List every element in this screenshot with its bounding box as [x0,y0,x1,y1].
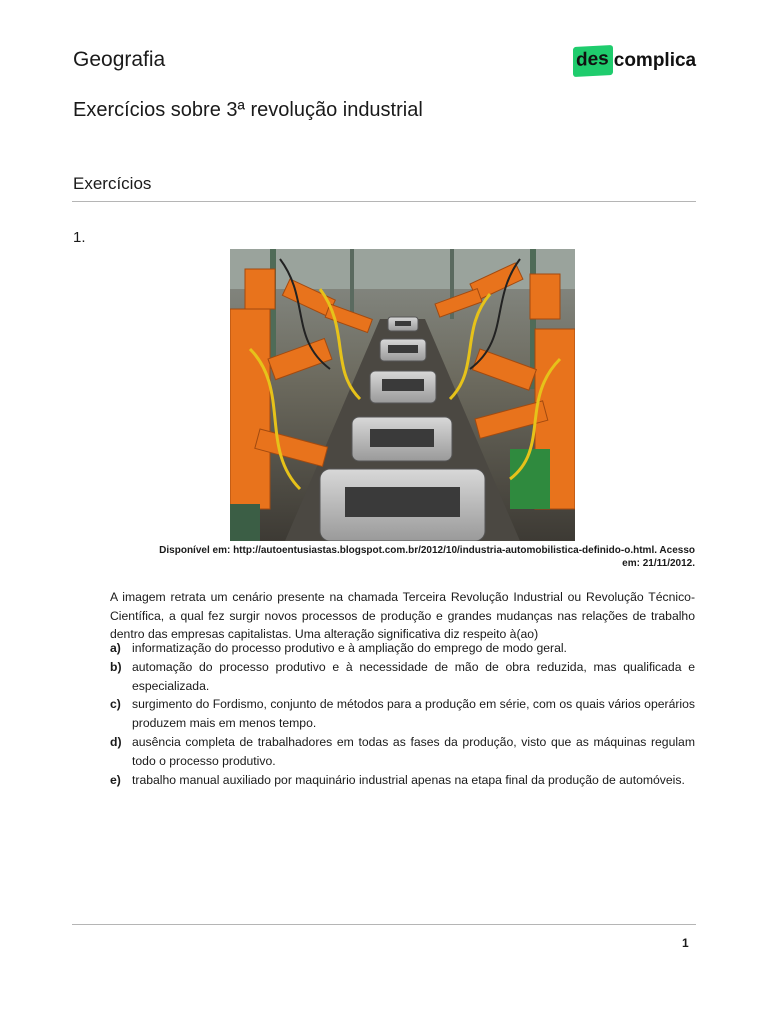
page-number: 1 [682,936,689,950]
option-text: surgimento do Fordismo, conjunto de métodos para a produção em série, com os quais vários operários produzem mais em menos tempo. [132,697,695,731]
logo-des: des [573,45,613,77]
option-a [110,639,695,658]
option-c [110,695,695,733]
assembly-line-photo [230,249,575,541]
option-e [110,771,695,790]
option-letter: a) [110,641,121,655]
subject-title: Geografia [73,48,166,71]
option-text: automação do processo produtivo e à necessidade de mão de obra reduzida, mas qualificada e especializada. [132,659,695,693]
answer-options [110,639,695,789]
option-text: ausência completa de trabalhadores em todas as fases da produção, visto que as máquinas regulam todo o processo produtivo. [132,734,695,768]
option-letter: d) [110,734,122,749]
logo-complica: complica [613,50,697,71]
option-text: informatização do processo produtivo e à ampliação do emprego de modo geral. [132,641,567,655]
option-d [110,733,695,771]
section-heading: Exercícios [73,174,152,193]
option-letter: b) [110,659,122,674]
question-stem: A imagem retrata um cenário presente na chamada Terceira Revolução Industrial ou Revolução Técnico-Científica, a qual fez surgir novos processos de produção e grandes mudanças nas relações de trabalho dentro das empresas capitalistas. Uma alteração significativa diz respeito à(ao) [110,590,695,641]
footer-divider [72,924,696,925]
option-letter: c) [110,697,121,712]
image-caption: Disponível em: http://autoentusiastas.blogspot.com.br/2012/10/industria-automobilistica-definido-o.html. Acesso em: 21/11/2012. [159,545,695,569]
option-b [110,658,695,696]
option-letter: e) [110,772,121,787]
section-divider [72,201,696,202]
option-text: trabalho manual auxiliado por maquinário industrial apenas na etapa final da produção de automóveis. [132,772,685,787]
page-title: Exercícios sobre 3ª revolução industrial [73,99,423,121]
question-number: 1. [73,229,86,246]
descomplica-logo [573,45,696,77]
